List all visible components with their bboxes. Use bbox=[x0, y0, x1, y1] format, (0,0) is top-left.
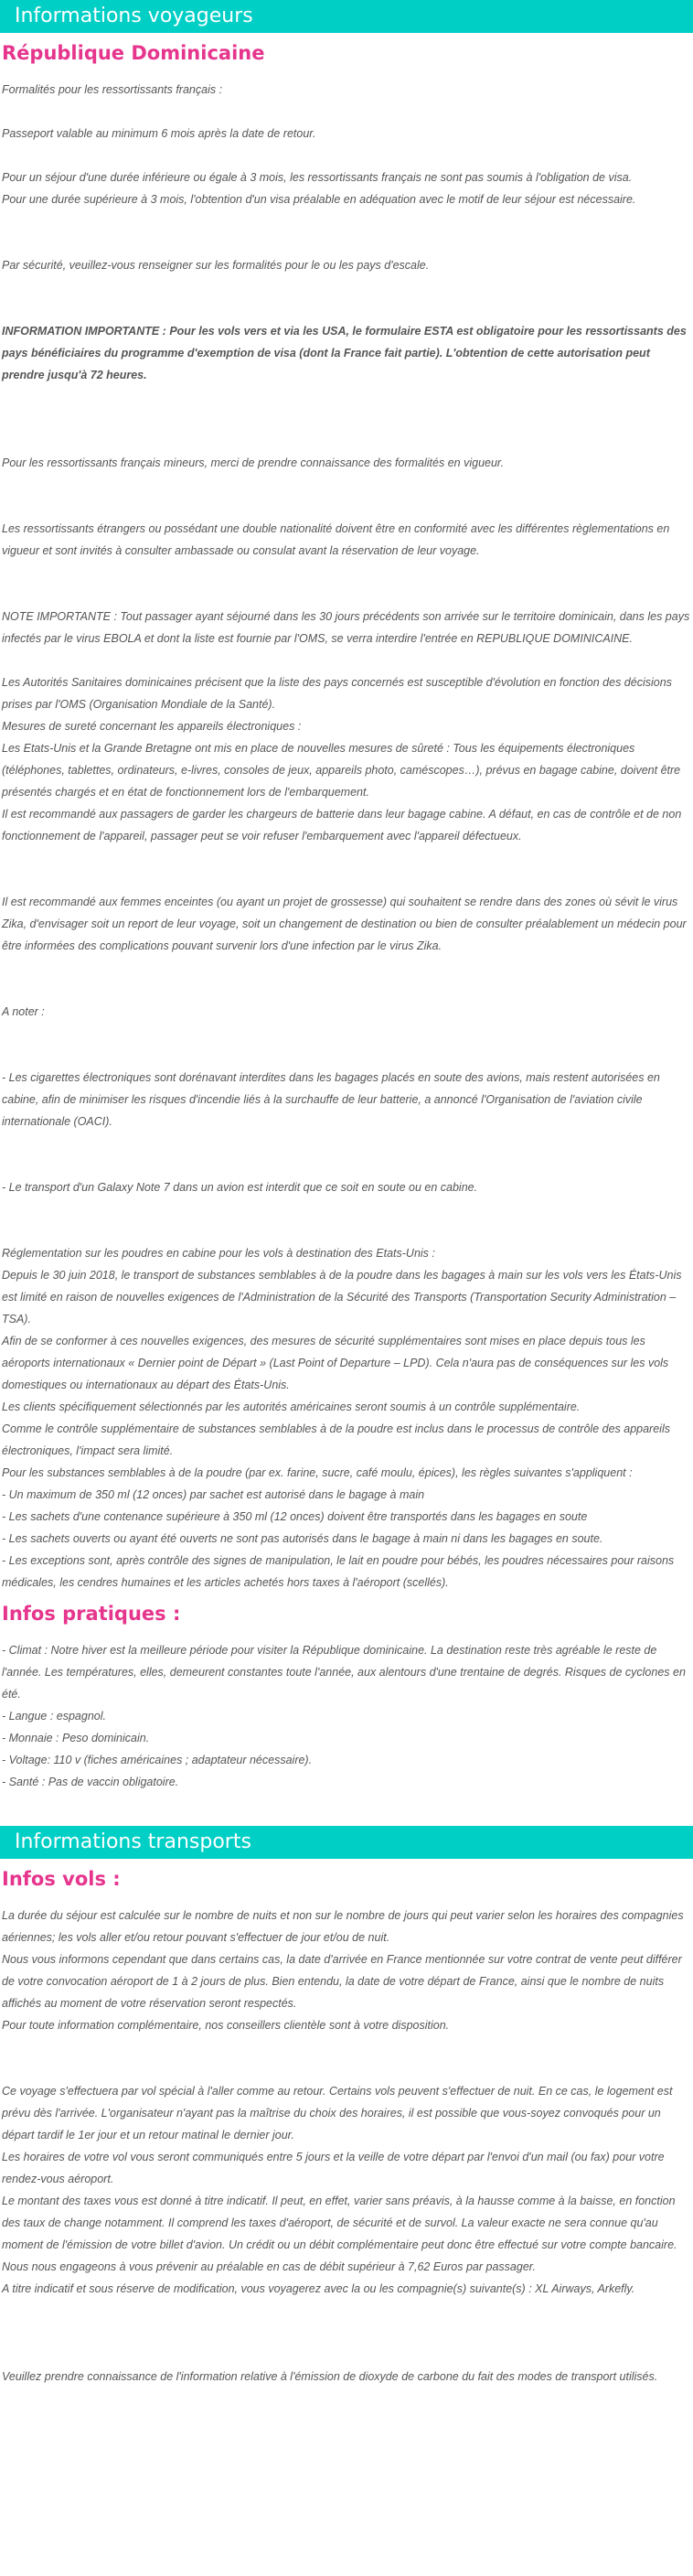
paragraph: Comme le contrôle supplémentaire de substances semblables à de la poudre est inclus dans le processus de contrôle des appareils électroniques, l'impact sera limité. bbox=[2, 1422, 670, 1457]
paragraph: Passeport valable au minimum 6 mois après la date de retour. bbox=[2, 127, 316, 140]
paragraph: Pour un séjour d'une durée inférieure ou égale à 3 mois, les ressortissants français ne sont pas soumis à l'obligation de visa. bbox=[2, 171, 633, 184]
paragraph: Par sécurité, veuillez-vous renseigner sur les formalités pour le ou les pays d'escale. bbox=[2, 259, 430, 272]
paragraph: Depuis le 30 juin 2018, le transport de substances semblables à de la poudre dans les bagages à main sur les vols vers les États-Unis est limité en raison de nouvelles exigences de l'Administration de la Sécurité des Transports (Transportation Security Administration – TSA). bbox=[2, 1269, 682, 1326]
paragraph: A noter : bbox=[2, 1005, 45, 1018]
paragraph: Veuillez prendre connaissance de l'information relative à l'émission de dioxyde de carbone du fait des modes de transport utilisés. bbox=[2, 2370, 658, 2383]
paragraph: La durée du séjour est calculée sur le nombre de nuits et non sur le nombre de jours qui peut varier selon les horaires des compagnies aériennes; les vols aller et/ou retour pouvant s'effectuer de jour et/ou de nuit. bbox=[2, 1909, 684, 1944]
paragraph: Les horaires de votre vol vous seront communiqués entre 5 jours et la veille de votre départ par l'envoi d'un mail (ou fax) pour votre rendez-vous aéroport. bbox=[2, 2151, 665, 2185]
paragraph: Les Etats-Unis et la Grande Bretagne ont mis en place de nouvelles mesures de sûreté : Tous les équipements électroniques (téléphones, tablettes, ordinateurs, e-livres, consoles de jeux, appareils photo, caméscopes…), prévus en bagage cabine, doivent être présentés chargés et en état de fonctionnement lors de l'embarquement. bbox=[2, 742, 681, 799]
paragraph: Pour les ressortissants français mineurs, merci de prendre connaissance des formalités en vigueur. bbox=[2, 456, 505, 469]
paragraph: Pour toute information complémentaire, nos conseillers clientèle sont à votre disposition. bbox=[2, 2019, 450, 2032]
paragraph: - Les cigarettes électroniques sont dorénavant interdites dans les bagages placés en soute des avions, mais restent autorisées en cabine, afin de minimiser les risques d'incendie liés à la surchauffe de leur batterie, a annoncé l'Organisation de l'aviation civile internationale (OACI). bbox=[2, 1071, 660, 1128]
list-item: - Un maximum de 350 ml (12 onces) par sachet est autorisé dans le bagage à main bbox=[2, 1488, 425, 1501]
country-heading: République Dominicaine bbox=[2, 42, 265, 64]
paragraph: Pour les substances semblables à de la poudre (par ex. farine, sucre, café moulu, épices), les règles suivantes s'appliquent : bbox=[2, 1466, 633, 1479]
paragraph: Nous vous informons cependant que dans certains cas, la date d'arrivée en France mentionnée sur votre contrat de vente peut différer de votre convocation aéroport de 1 à 2 jours de plus. Bien entendu, la date de votre départ de France, ainsi que le nombre de nuits affichés au moment de votre réservation seront respectés. bbox=[2, 1953, 682, 2010]
list-item: - Voltage: 110 v (fiches américaines ; adaptateur nécessaire). bbox=[2, 1754, 313, 1766]
voyageurs-band: Informations voyageurs bbox=[0, 0, 693, 33]
list-item: - Les sachets ouverts ou ayant été ouverts ne sont pas autorisés dans le bagage à main ni dans les bagages en soute. bbox=[2, 1532, 603, 1545]
vols-content bbox=[0, 1890, 693, 2388]
transports-section bbox=[0, 1868, 693, 2388]
voyageurs-section bbox=[0, 42, 693, 1793]
paragraph: INFORMATION IMPORTANTE : Pour les vols vers et via les USA, le formulaire ESTA est obligatoire pour les ressortissants des pays bénéficiaires du programme d'exemption de visa (dont la France fait partie). L'obtention de cette autorisation peut prendre jusqu'à 72 heures. bbox=[2, 325, 687, 381]
paragraph: Les Autorités Sanitaires dominicaines précisent que la liste des pays concernés est susceptible d'évolution en fonction des décisions prises par l'OMS (Organisation Mondiale de la Santé). bbox=[2, 676, 672, 711]
list-item: - Langue : espagnol. bbox=[2, 1710, 106, 1723]
list-item: - Les exceptions sont, après contrôle des signes de manipulation, le lait en poudre pour bébés, les poudres nécessaires pour raisons médicales, les cendres humaines et les articles achetés hors taxes à l'aéroport (scellés). bbox=[2, 1554, 675, 1589]
practical-heading: Infos pratiques : bbox=[2, 1603, 181, 1625]
paragraph: Il est recommandé aux femmes enceintes (ou ayant un projet de grossesse) qui souhaitent se rendre dans des zones où sévit le virus Zika, d'envisager soit un report de leur voyage, soit un changement de destination ou bien de consulter préalablement un médecin pour être informées des complications pouvant survenir lors d'une infection par le virus Zika. bbox=[2, 896, 687, 952]
paragraph: Mesures de sureté concernant les appareils électroniques : bbox=[2, 720, 302, 733]
list-item: - Climat : Notre hiver est la meilleure période pour visiter la République dominicaine. La destination reste très agréable le reste de l'année. Les températures, elles, demeurent constantes toute l'année, aux alentours d'une trentaine de degrés. Risques de cyclones en été. bbox=[2, 1644, 686, 1701]
list-item: - Les sachets d'une contenance supérieure à 350 ml (12 onces) doivent être transportés dans les bagages en soute bbox=[2, 1510, 588, 1523]
paragraph: - Le transport d'un Galaxy Note 7 dans un avion est interdit que ce soit en soute ou en cabine. bbox=[2, 1181, 478, 1194]
list-item: - Santé : Pas de vaccin obligatoire. bbox=[2, 1776, 179, 1788]
paragraph: Il est recommandé aux passagers de garder les chargeurs de batterie dans leur bagage cabine. A défaut, en cas de contrôle et de non fonctionnement de l'appareil, passager peut se voir refuser l'embarquement avec l'appareil défectueux. bbox=[2, 808, 682, 843]
paragraph: Réglementation sur les poudres en cabine pour les vols à destination des Etats-Unis : bbox=[2, 1247, 435, 1260]
paragraph: Pour une durée supérieure à 3 mois, l'obtention d'un visa préalable en adéquation avec le motif de leur séjour est nécessaire. bbox=[2, 193, 636, 206]
paragraph: Ce voyage s'effectuera par vol spécial à l'aller comme au retour. Certains vols peuvent s'effectuer de nuit. En ce cas, le logement est prévu dès l'arrivée. L'organisateur n'ayant pas la maîtrise du choix des horaires, il est possible que vous-soyez convoqués pour un départ tardif le 1er jour et un retour matinal le dernier jour. bbox=[2, 2085, 673, 2141]
paragraph: NOTE IMPORTANTE : Tout passager ayant séjourné dans les 30 jours précédents son arrivée sur le territoire dominicain, dans les pays infectés par le virus EBOLA et dont la liste est fournie par l'OMS, se verra interdire l'entrée en REPUBLIQUE DOMINICAINE. bbox=[2, 610, 690, 645]
vols-heading: Infos vols : bbox=[2, 1868, 121, 1890]
paragraph: Afin de se conformer à ces nouvelles exigences, des mesures de sécurité supplémentaires sont mises en place depuis tous les aéroports internationaux « Dernier point de Départ » (Last Point of Departure – LPD). Cela n'aura pas de conséquences sur les vols domestiques ou internationaux au départ des États-Unis. bbox=[2, 1335, 669, 1391]
paragraph: Les clients spécifiquement sélectionnés par les autorités américaines seront soumis à un contrôle supplémentaire. bbox=[2, 1401, 581, 1413]
paragraph: Le montant des taxes vous est donné à titre indicatif. Il peut, en effet, varier sans préavis, à la hausse comme à la baisse, en fonction des taux de change notamment. Il comprend les taxes d'aéroport, de sécurité et de survol. La valeur exacte ne sera connue qu'au moment de l'émission de votre billet d'avion. Un crédit ou un débit complémentaire peut donc être effectué sur votre compte bancaire. Nous nous engageons à vous prévenir au préalable en cas de débit supérieur à 7,62 Euros par passager. bbox=[2, 2195, 677, 2273]
list-item: - Monnaie : Peso dominicain. bbox=[2, 1732, 150, 1744]
voyageurs-content bbox=[0, 64, 693, 1594]
paragraph: Formalités pour les ressortissants français : bbox=[2, 83, 223, 96]
practical-content bbox=[0, 1625, 693, 1793]
transports-band: Informations transports bbox=[0, 1826, 693, 1859]
paragraph: A titre indicatif et sous réserve de modification, vous voyagerez avec la ou les compagnie(s) suivante(s) : XL Airways, Arkefly. bbox=[2, 2282, 635, 2295]
paragraph: Les ressortissants étrangers ou possédant une double nationalité doivent être en conformité avec les différentes règlementations en vigueur et sont invités à consulter ambassade ou consulat avant la réservation de leur voyage. bbox=[2, 522, 670, 557]
